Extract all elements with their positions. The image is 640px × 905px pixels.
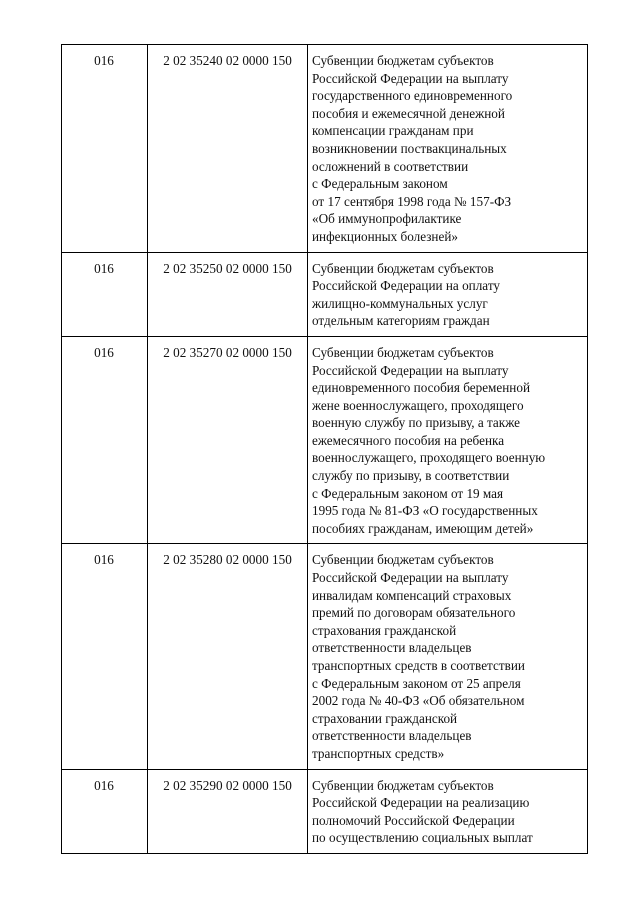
- name-line: «Об иммунопрофилактике: [312, 211, 462, 227]
- table-row: [62, 45, 588, 253]
- table-row: [62, 252, 588, 336]
- budget-code-cell: 2 02 35250 02 0000 150: [148, 252, 308, 336]
- table-row: [62, 544, 588, 769]
- name-line: отдельным категориям граждан: [312, 313, 490, 329]
- name-line: инвалидам компенсаций страховых: [312, 587, 512, 603]
- name-line: ежемесячного пособия на ребенка: [312, 432, 505, 448]
- name-line: ответственности владельцев: [312, 640, 472, 656]
- name-line: страховании гражданской: [312, 710, 458, 726]
- admin-code-cell: 016: [62, 252, 148, 336]
- name-line: транспортных средств»: [312, 745, 445, 761]
- name-cell: [308, 45, 588, 253]
- name-line: Российской Федерации на оплату: [312, 278, 500, 294]
- name-line: с Федеральным законом от 25 апреля: [312, 675, 521, 691]
- budget-codes-table: [61, 44, 588, 854]
- name-line: с Федеральным законом от 19 мая: [312, 485, 504, 501]
- name-line: инфекционных болезней»: [312, 228, 458, 244]
- admin-code-cell: 016: [62, 336, 148, 544]
- name-cell: [308, 544, 588, 769]
- name-line: государственного единовременного: [312, 88, 513, 104]
- budget-code-cell: 2 02 35290 02 0000 150: [148, 769, 308, 853]
- name-line: транспортных средств в соответствии: [312, 658, 525, 673]
- table-row: [62, 769, 588, 853]
- name-line: Российской Федерации на выплату: [312, 570, 509, 586]
- admin-code-cell: 016: [62, 769, 148, 853]
- name-line: Российской Федерации на выплату: [312, 70, 509, 86]
- name-cell: [308, 252, 588, 336]
- budget-code-cell: 2 02 35280 02 0000 150: [148, 544, 308, 769]
- name-line: жене военнослужащего, проходящего: [312, 397, 524, 413]
- budget-code-cell: 2 02 35240 02 0000 150: [148, 45, 308, 253]
- table-row: [62, 336, 588, 544]
- name-line: 2002 года № 40-ФЗ «Об обязательном: [312, 693, 525, 709]
- name-line: военнослужащего, проходящего военную: [312, 450, 546, 466]
- name-line: возникновении поствакцинальных: [312, 140, 507, 156]
- name-line: премий по договорам обязательного: [312, 605, 516, 621]
- name-line: полномочий Российской Федерации: [312, 812, 515, 828]
- budget-code-cell: 2 02 35270 02 0000 150: [148, 336, 308, 544]
- name-line: Субвенции бюджетам субъектов: [312, 53, 494, 68]
- name-cell: [308, 769, 588, 853]
- name-line: компенсации гражданам при: [312, 123, 474, 139]
- name-line: пособия и ежемесячной денежной: [312, 105, 505, 121]
- name-line: военную службу по призыву, а также: [312, 415, 520, 431]
- admin-code-cell: 016: [62, 544, 148, 769]
- name-line: пособиях гражданам, имеющим детей»: [312, 520, 534, 536]
- name-line: службу по призыву, в соответствии: [312, 468, 510, 484]
- name-line: по осуществлению социальных выплат: [312, 830, 533, 846]
- admin-code-cell: 016: [62, 45, 148, 253]
- name-line: Субвенции бюджетам субъектов: [312, 552, 494, 568]
- name-line: Российской Федерации на реализацию: [312, 795, 530, 811]
- name-line: осложнений в соответствии: [312, 158, 469, 174]
- name-cell: [308, 336, 588, 544]
- name-line: с Федеральным законом: [312, 176, 448, 192]
- name-line: страхования гражданской: [312, 622, 457, 638]
- table-body: [62, 45, 588, 854]
- name-line: 1995 года № 81-ФЗ «О государственных: [312, 503, 538, 519]
- name-line: Российской Федерации на выплату: [312, 362, 509, 378]
- name-line: жилищно-коммунальных услуг: [312, 295, 488, 311]
- name-line: Субвенции бюджетам субъектов: [312, 344, 494, 360]
- name-line: единовременного пособия беременной: [312, 380, 531, 396]
- name-line: от 17 сентября 1998 года № 157-ФЗ: [312, 193, 512, 209]
- name-line: ответственности владельцев: [312, 728, 472, 744]
- name-line: Субвенции бюджетам субъектов: [312, 260, 494, 276]
- name-line: Субвенции бюджетам субъектов: [312, 777, 494, 793]
